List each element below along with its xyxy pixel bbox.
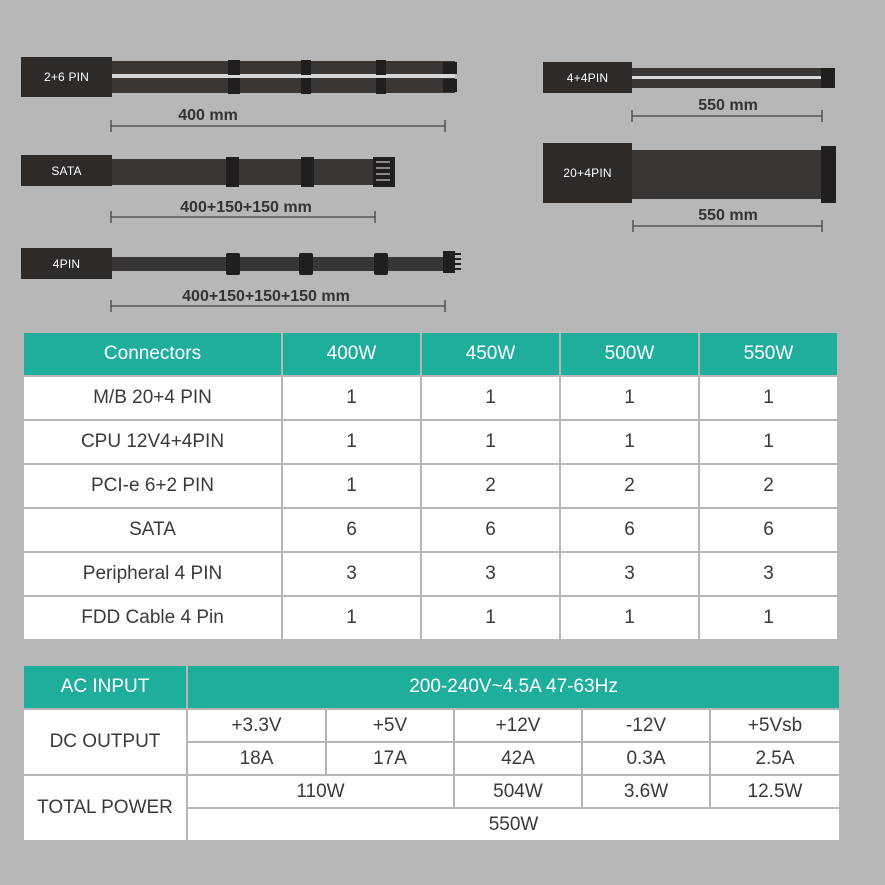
ac-input-value: 200-240V~4.5A 47-63Hz (187, 665, 840, 709)
pcie-cable (110, 60, 457, 94)
table-cell: 1 (699, 376, 838, 420)
power-table (22, 664, 841, 842)
dc-output-label: DC OUTPUT (23, 709, 187, 775)
mb-cable-length: 550 mm (698, 207, 758, 224)
rail-label: -12V (582, 709, 710, 742)
table-cell: 1 (282, 420, 421, 464)
table-row (23, 420, 838, 464)
header-500w: 500W (560, 332, 699, 376)
cpu-cable-length: 550 mm (698, 97, 758, 114)
table-cell: 1 (560, 596, 699, 640)
table-cell: 2 (560, 464, 699, 508)
rail-current: 2.5A (710, 742, 840, 775)
rail-label: +5V (326, 709, 454, 742)
rail-current: 42A (454, 742, 582, 775)
table-cell: 6 (560, 508, 699, 552)
table-cell: 2 (699, 464, 838, 508)
table-cell: 1 (282, 464, 421, 508)
mb-cable-label: 20+4PIN (543, 143, 632, 203)
four-pin-cable (110, 251, 461, 275)
total-power-value: 550W (187, 808, 840, 841)
table-cell: 1 (560, 376, 699, 420)
table-cell: 1 (421, 596, 560, 640)
dc-rails-row (23, 709, 840, 742)
header-550w: 550W (699, 332, 838, 376)
pcie-cable-length: 400 mm (178, 107, 238, 124)
sata-cable-length: 400+150+150 mm (180, 199, 312, 216)
connector-name: PCI-e 6+2 PIN (23, 464, 282, 508)
table-cell: 1 (282, 596, 421, 640)
table-row (23, 376, 838, 420)
rail-power-row (23, 775, 840, 808)
table-row (23, 508, 838, 552)
rail-power: 3.6W (582, 775, 710, 808)
header-450w: 450W (421, 332, 560, 376)
ac-input-label: AC INPUT (23, 665, 187, 709)
table-cell: 1 (421, 420, 560, 464)
table-cell: 3 (282, 552, 421, 596)
table-cell: 2 (421, 464, 560, 508)
connector-name: CPU 12V4+4PIN (23, 420, 282, 464)
rail-power: 12.5W (710, 775, 840, 808)
cpu-cable (632, 68, 835, 88)
rail-label: +12V (454, 709, 582, 742)
combined-rail-power: 110W (187, 775, 454, 808)
connector-name: SATA (23, 508, 282, 552)
table-header-row (23, 332, 838, 376)
table-cell: 3 (699, 552, 838, 596)
table-cell: 1 (699, 596, 838, 640)
cpu-cable-label: 4+4PIN (543, 62, 632, 93)
table-cell: 6 (699, 508, 838, 552)
ac-input-row (23, 665, 840, 709)
header-connectors: Connectors (23, 332, 282, 376)
connector-name: FDD Cable 4 Pin (23, 596, 282, 640)
table-cell: 3 (560, 552, 699, 596)
table-row (23, 464, 838, 508)
four-pin-cable-length: 400+150+150+150 mm (182, 288, 350, 305)
connector-name: Peripheral 4 PIN (23, 552, 282, 596)
table-cell: 6 (282, 508, 421, 552)
table-cell: 3 (421, 552, 560, 596)
rail-label: +5Vsb (710, 709, 840, 742)
header-400w: 400W (282, 332, 421, 376)
table-row (23, 596, 838, 640)
rail-current: 17A (326, 742, 454, 775)
table-cell: 1 (699, 420, 838, 464)
rail-current: 18A (187, 742, 326, 775)
cable-drawings (0, 0, 885, 330)
mb-cable (632, 146, 836, 203)
connector-name: M/B 20+4 PIN (23, 376, 282, 420)
sata-cable-label: SATA (21, 155, 112, 186)
sata-cable (110, 157, 395, 187)
rail-power: 504W (454, 775, 582, 808)
cable-diagram (0, 0, 885, 330)
four-pin-cable-label: 4PIN (21, 248, 112, 279)
connectors-table (22, 331, 839, 641)
rail-current: 0.3A (582, 742, 710, 775)
total-power-label: TOTAL POWER (23, 775, 187, 841)
table-cell: 1 (560, 420, 699, 464)
table-cell: 1 (282, 376, 421, 420)
table-cell: 6 (421, 508, 560, 552)
pcie-cable-label: 2+6 PIN (21, 57, 112, 97)
rail-label: +3.3V (187, 709, 326, 742)
table-cell: 1 (421, 376, 560, 420)
table-row (23, 552, 838, 596)
